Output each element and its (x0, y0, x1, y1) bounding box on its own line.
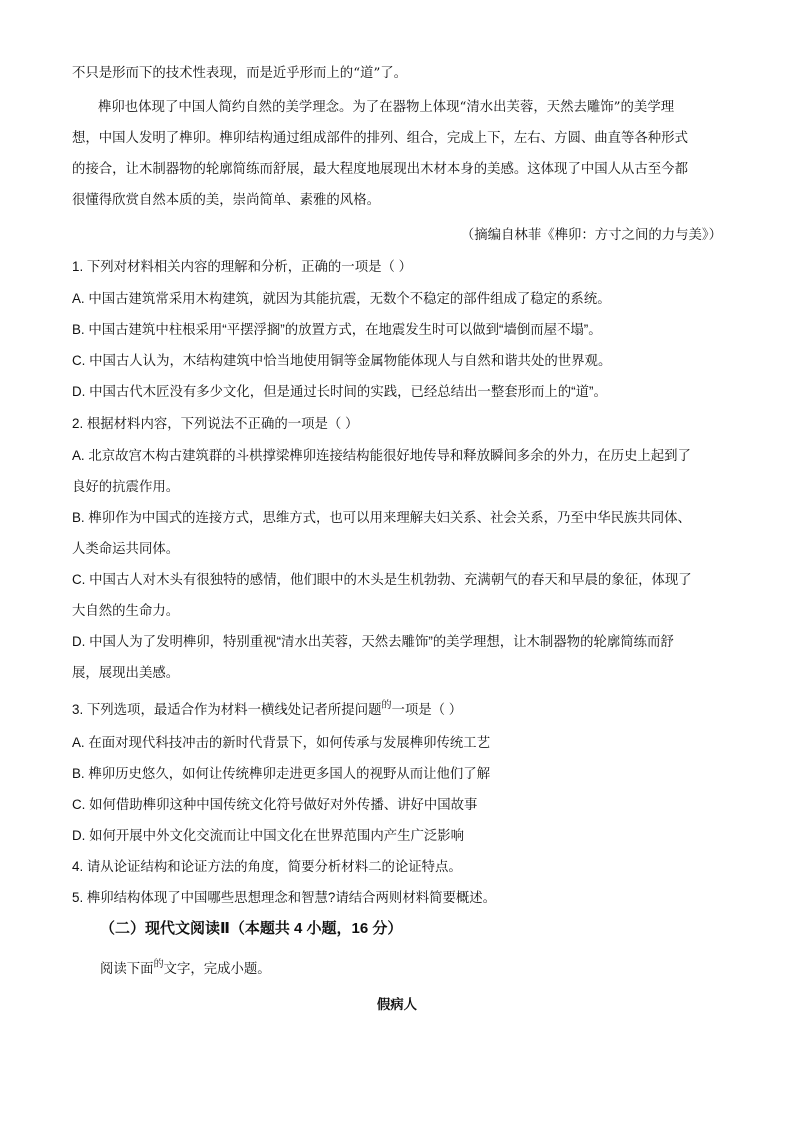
option-3a: A. 在面对现代科技冲击的新时代背景下，如何传承与发展榫卯传统工艺 (72, 735, 491, 750)
paragraph-line: 的接合，让木制器物的轮廓简练而舒展，最大程度地展现出木材本身的美感。这体现了中国人从古至今都 (72, 162, 688, 177)
option-1a: A. 中国古建筑常采用木构建筑，就因为其能抗震，无数个不稳定的部件组成了稳定的系统。 (72, 291, 611, 306)
question-5: 5. 榫卯结构体现了中国哪些思想理念和智慧?请结合两则材料简要概述。 (72, 890, 497, 905)
option-2b-line2: 人类命运共同体。 (72, 541, 180, 556)
option-2a-line2: 良好的抗震作用。 (72, 479, 180, 494)
superscript-char: 的 (153, 959, 164, 970)
paragraph-line: 想，中国人发明了榫卯。榫卯结构通过组成部件的排列、组合，完成上下，左右、方圆、曲直等各种形式 (72, 131, 688, 146)
option-2d-line1: D. 中国人为了发明榫卯，特别重视“清水出芙蓉，天然去雕饰”的美学理想，让木制器物的轮廓简练而舒 (72, 634, 674, 649)
superscript-char: 的 (381, 700, 392, 711)
source-citation: （摘编自林菲《榫卯：方寸之间的力与美》） (460, 228, 722, 243)
option-2c-line2: 大自然的生命力。 (72, 603, 180, 618)
question-3-answer-slot: 一项是（ ） (391, 702, 463, 717)
question-1: 1. 下列对材料相关内容的理解和分析，正确的一项是（ ） (72, 259, 412, 274)
option-2d-line2: 展，展现出美感。 (72, 665, 180, 680)
story-title: 假病人 (376, 997, 418, 1013)
option-2a-line1: A. 北京故宫木构古建筑群的斗栱撑梁榫卯连接结构能很好地传导和释放瞬间多余的外力，在历史上起到了 (72, 448, 691, 463)
question-3-text: 3. 下列选项，最适合作为材料一横线处记者所提问题 (72, 702, 382, 717)
option-2b-line1: B. 榫卯作为中国式的连接方式，思维方式，也可以用来理解夫妇关系、社会关系，乃至中华民族共同体、 (72, 510, 691, 525)
section-heading: （二）现代文阅读Ⅱ（本题共 4 小题，16 分） (100, 920, 403, 937)
option-1b: B. 中国古建筑中柱根采用“平摆浮搁”的放置方式，在地震发生时可以做到“墙倒而屋不塌”。 (72, 322, 602, 337)
option-1d: D. 中国古代木匠没有多少文化，但是通过长时间的实践，已经总结出一整套形而上的“道”。 (72, 384, 607, 399)
option-3d: D. 如何开展中外文化交流而让中国文化在世界范围内产生广泛影响 (72, 828, 465, 843)
paragraph-end-line: 不只是形而下的技术性表现，而是近乎形而上的“道”了。 (72, 66, 408, 81)
option-2c-line1: C. 中国古人对木头有很独特的感情，他们眼中的木头是生机勃勃、充满朝气的春天和早晨的象征，体现了 (72, 572, 692, 587)
paragraph-line: 榫卯也体现了中国人简约自然的美学理念。为了在器物上体现“清水出芙蓉，天然去雕饰”的美学理 (98, 100, 675, 115)
option-3c: C. 如何借助榫卯这种中国传统文化符号做好对外传播、讲好中国故事 (72, 797, 478, 812)
question-3 (72, 700, 722, 722)
instruction-text-end: 文字，完成小题。 (163, 961, 271, 976)
paragraph-line: 很懂得欣赏自然本质的美，崇尚简单、素雅的风格。 (72, 193, 380, 208)
question-2: 2. 根据材料内容，下列说法不正确的一项是（ ） (72, 416, 359, 431)
instruction-text-start: 阅读下面 (100, 961, 154, 976)
option-1c: C. 中国古人认为，木结构建筑中恰当地使用铜等金属物能体现人与自然和谐共处的世界观。 (72, 353, 612, 368)
question-4: 4. 请从论证结构和论证方法的角度，简要分析材料二的论证特点。 (72, 859, 462, 874)
reading-instruction (100, 959, 750, 981)
option-3b: B. 榫卯历史悠久，如何让传统榫卯走进更多国人的视野从而让他们了解 (72, 766, 491, 781)
